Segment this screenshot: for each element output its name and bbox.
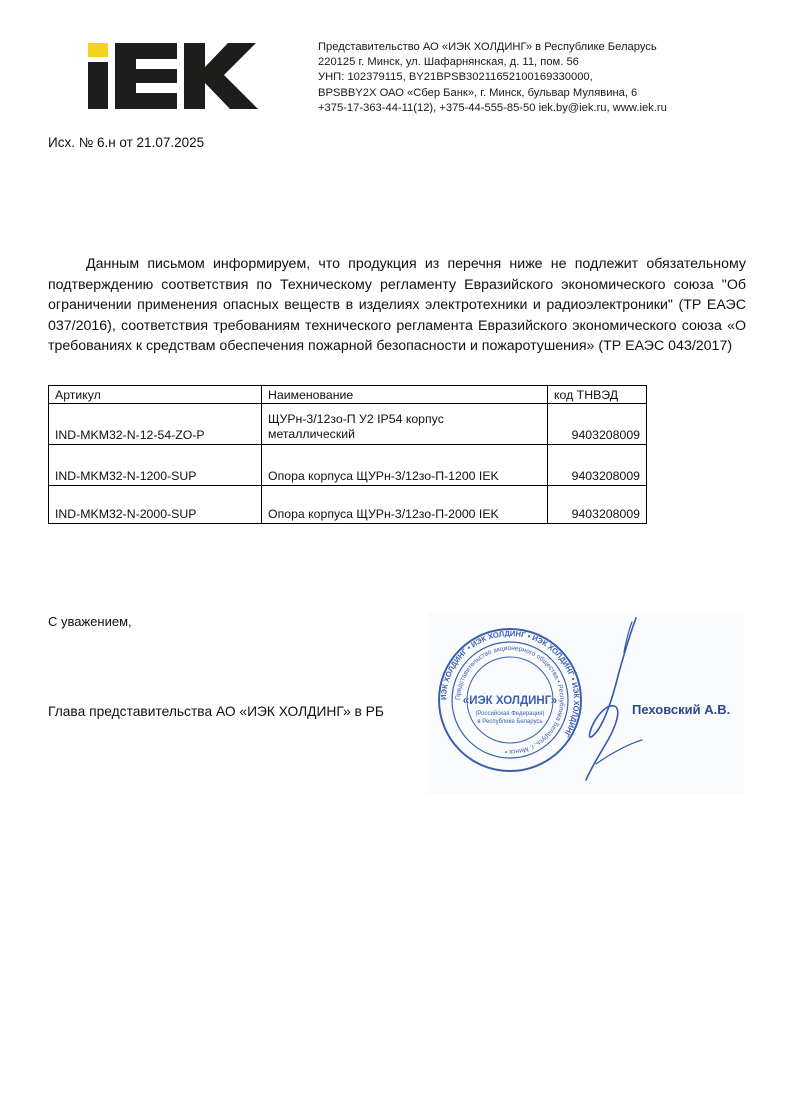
cell-name-line: металлический [268,427,355,441]
stamp-inner-line: (Российская Федерация) [475,711,545,717]
table-header-row [49,386,647,404]
header-line: УНП: 102379115, BY21BPSB30211652100169330000, [318,71,593,84]
signer-position: Глава представительства АО «ИЭК ХОЛДИНГ» в РБ [48,704,384,719]
cell-name: Опора корпуса ЩУРн-3/12зо-П-2000 IEK [262,486,548,524]
cell-article: IND-MKM32-N-2000-SUP [49,486,262,524]
body-paragraph: Данным письмом информируем, что продукция из перечня ниже не подлежит обязательному подтверждению соответствия по Техническому регламенту Евразийского экономического союза "Об ограничении применения опасных веществ в изделиях электротехники и радиоэлектроники" (ТР ЕАЭС 037/2016), соответствия требованиям технического регламента Евразийского экономического союза «О требованиях к средствам обеспечения пожарной безопасности и пожаротушения» (ТР ЕАЭС 043/2017) [48,256,746,354]
header-name: Наименование [262,386,548,404]
header-line: BPSBBY2X ОАО «Сбер Банк», г. Минск, бульвар Мулявина, 6 [318,86,638,99]
cell-code: 9403208009 [548,486,647,524]
stamp-center-text: «ИЭК ХОЛДИНГ» [462,695,558,707]
cell-code: 9403208009 [548,445,647,486]
cell-article: IND-MKM32-N-12-54-ZO-P [49,404,262,445]
cell-name [262,404,548,445]
products-table [48,385,647,524]
closing-regards: С уважением, [48,614,132,629]
stamp-inner-ring: Представительство акционерного общества • Республика Беларусь, г. Минск • [454,644,566,756]
header-article: Артикул [49,386,262,404]
company-header [318,40,758,116]
header-line: Представительство АО «ИЭК ХОЛДИНГ» в Республике Беларусь [318,41,657,53]
outgoing-reference: Исх. № 6.н от 21.07.2025 [48,135,205,150]
company-stamp [437,627,583,773]
cell-name: Опора корпуса ЩУРн-3/12зо-П-1200 IEK [262,445,548,486]
letter-body [48,254,746,357]
header-line: +375-17-363-44-11(12), +375-44-555-85-50 iek.by@iek.ru, www.iek.ru [318,101,667,114]
iek-logo [88,43,260,109]
header-line: 220125 г. Минск, ул. Шафарнянская, д. 11, пом. 56 [318,56,579,69]
stamp-outer-ring: ИЭК ХОЛДИНГ • ИЭК ХОЛДИНГ • ИЭК ХОЛДИНГ • ИЭК ХОЛДИНГ [438,628,582,739]
signer-name: Пеховский А.В. [632,702,731,717]
stamp-inner-line: в Республике Беларусь [477,719,543,725]
table-row [49,404,647,445]
table-row [49,486,647,524]
cell-code: 9403208009 [548,404,647,445]
header-code: код ТНВЭД [548,386,647,404]
cell-name-line: ЩУРн-3/12зо-П У2 IP54 корпус [268,412,444,426]
table-row [49,445,647,486]
cell-article: IND-MKM32-N-1200-SUP [49,445,262,486]
